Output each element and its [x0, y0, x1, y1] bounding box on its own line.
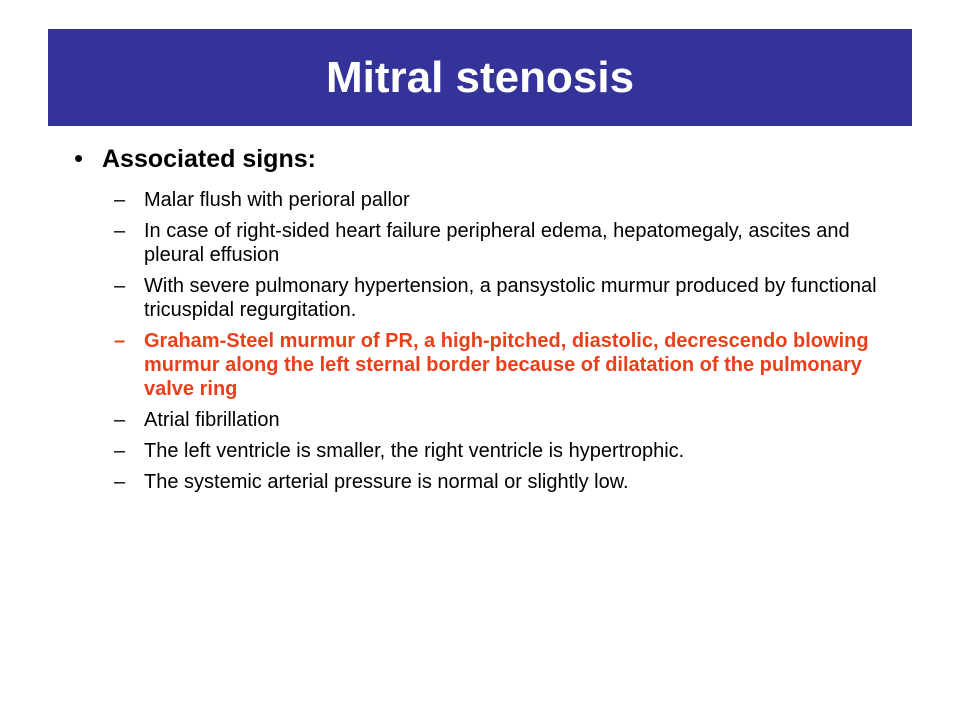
list-item: [114, 219, 904, 267]
list-item: [114, 188, 904, 212]
list-item-text: In case of right-sided heart failure peripheral edema, hepatomegaly, ascites and pleural effusion: [144, 220, 850, 266]
bullet-icon: •: [74, 143, 84, 173]
list-item-text: Graham-Steel murmur of PR, a high-pitched, diastolic, decrescendo blowing murmur along the left sternal border because of dilatation of the pulmonary valve ring: [144, 330, 869, 400]
dash-icon: –: [114, 220, 126, 242]
sub-bullet-list: [114, 188, 904, 494]
dash-icon: –: [114, 440, 126, 462]
list-item: [114, 274, 904, 322]
list-item-text: With severe pulmonary hypertension, a pansystolic murmur produced by functional tricuspidal regurgitation.: [144, 275, 877, 321]
list-item-text: Atrial fibrillation: [144, 409, 280, 431]
bullet-heading: [74, 138, 904, 179]
dash-icon: –: [114, 330, 126, 352]
slide-title: Mitral stenosis: [325, 52, 635, 102]
dash-icon: –: [114, 471, 126, 493]
list-item: [114, 470, 904, 494]
list-item: [114, 439, 904, 463]
list-item: [114, 329, 904, 401]
dash-icon: –: [114, 409, 126, 431]
dash-icon: –: [114, 275, 126, 297]
list-item-text: Malar flush with perioral pallor: [144, 189, 410, 211]
dash-icon: –: [114, 189, 126, 211]
list-item-text: The left ventricle is smaller, the right ventricle is hypertrophic.: [144, 440, 685, 462]
slide-content: [74, 138, 904, 501]
list-item: [114, 408, 904, 432]
list-item-text: The systemic arterial pressure is normal or slightly low.: [144, 471, 629, 493]
title-bar: [48, 29, 912, 126]
heading-text: Associated signs:: [102, 145, 316, 173]
